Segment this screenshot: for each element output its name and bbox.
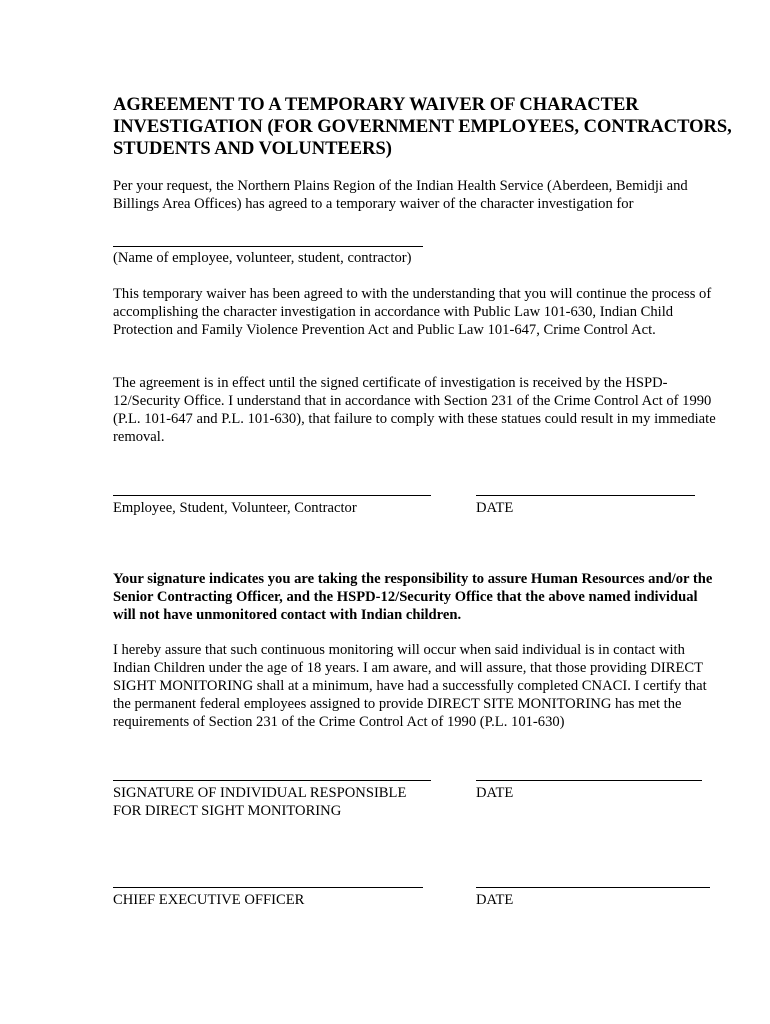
ceo-signature-label: CHIEF EXECUTIVE OFFICER xyxy=(113,892,305,908)
name-caption: (Name of employee, volunteer, student, contractor) xyxy=(113,250,412,266)
monitor-signature-line[interactable] xyxy=(113,780,431,781)
employee-signature-line[interactable] xyxy=(113,495,431,496)
employee-signature-label: Employee, Student, Volunteer, Contractor xyxy=(113,500,357,516)
document-title: AGREEMENT TO A TEMPORARY WAIVER OF CHARACTER INVESTIGATION (FOR GOVERNMENT EMPLOYEES, CONTRACTORS, STUDENTS AND VOLUNTEERS) xyxy=(113,95,732,159)
monitor-signature-label-2: FOR DIRECT SIGHT MONITORING xyxy=(113,803,342,819)
agreement-paragraph: The agreement is in effect until the signed certificate of investigation is received by the HSPD-12/Security Office. I understand that in accordance with Section 231 of the Crime Control Act of 1990 (P.L. 101-647 and P.L. 101-630), that failure to comply with these statues could result in my immediate removal. xyxy=(113,375,716,445)
monitor-date-label: DATE xyxy=(476,785,514,801)
monitor-signature-label-1: SIGNATURE OF INDIVIDUAL RESPONSIBLE xyxy=(113,785,407,801)
waiver-paragraph: This temporary waiver has been agreed to with the understanding that you will continue the process of accomplishing the character investigation in accordance with Public Law 101-630, Indian Child Protection and Family Violence Prevention Act and Public Law 101-647, Crime Control Act. xyxy=(113,286,712,338)
ceo-signature-line[interactable] xyxy=(113,887,423,888)
name-signature-line[interactable] xyxy=(113,246,423,247)
responsibility-notice: Your signature indicates you are taking the responsibility to assure Human Resources and/or the Senior Contracting Officer, and the HSPD-12/Security Office that the above named individual will not have unmonitored contact with Indian children. xyxy=(113,571,713,623)
intro-paragraph: Per your request, the Northern Plains Region of the Indian Health Service (Aberdeen, Bemidji and Billings Area Offices) has agreed to a temporary waiver of the character investigation for xyxy=(113,178,688,212)
employee-date-label: DATE xyxy=(476,500,514,516)
ceo-date-label: DATE xyxy=(476,892,514,908)
assurance-paragraph: I hereby assure that such continuous monitoring will occur when said individual is in contact with Indian Children under the age of 18 years. I am aware, and will assure, that those providing DIRECT SIGHT MONITORING shall at a minimum, have had a successfully completed CNACI. I certify that the permanent federal employees assigned to provide DIRECT SITE MONITORING has met the requirements of Section 231 of the Crime Control Act of 1990 (P.L. 101-630) xyxy=(113,642,707,730)
employee-date-line[interactable] xyxy=(476,495,695,496)
monitor-date-line[interactable] xyxy=(476,780,702,781)
ceo-date-line[interactable] xyxy=(476,887,710,888)
